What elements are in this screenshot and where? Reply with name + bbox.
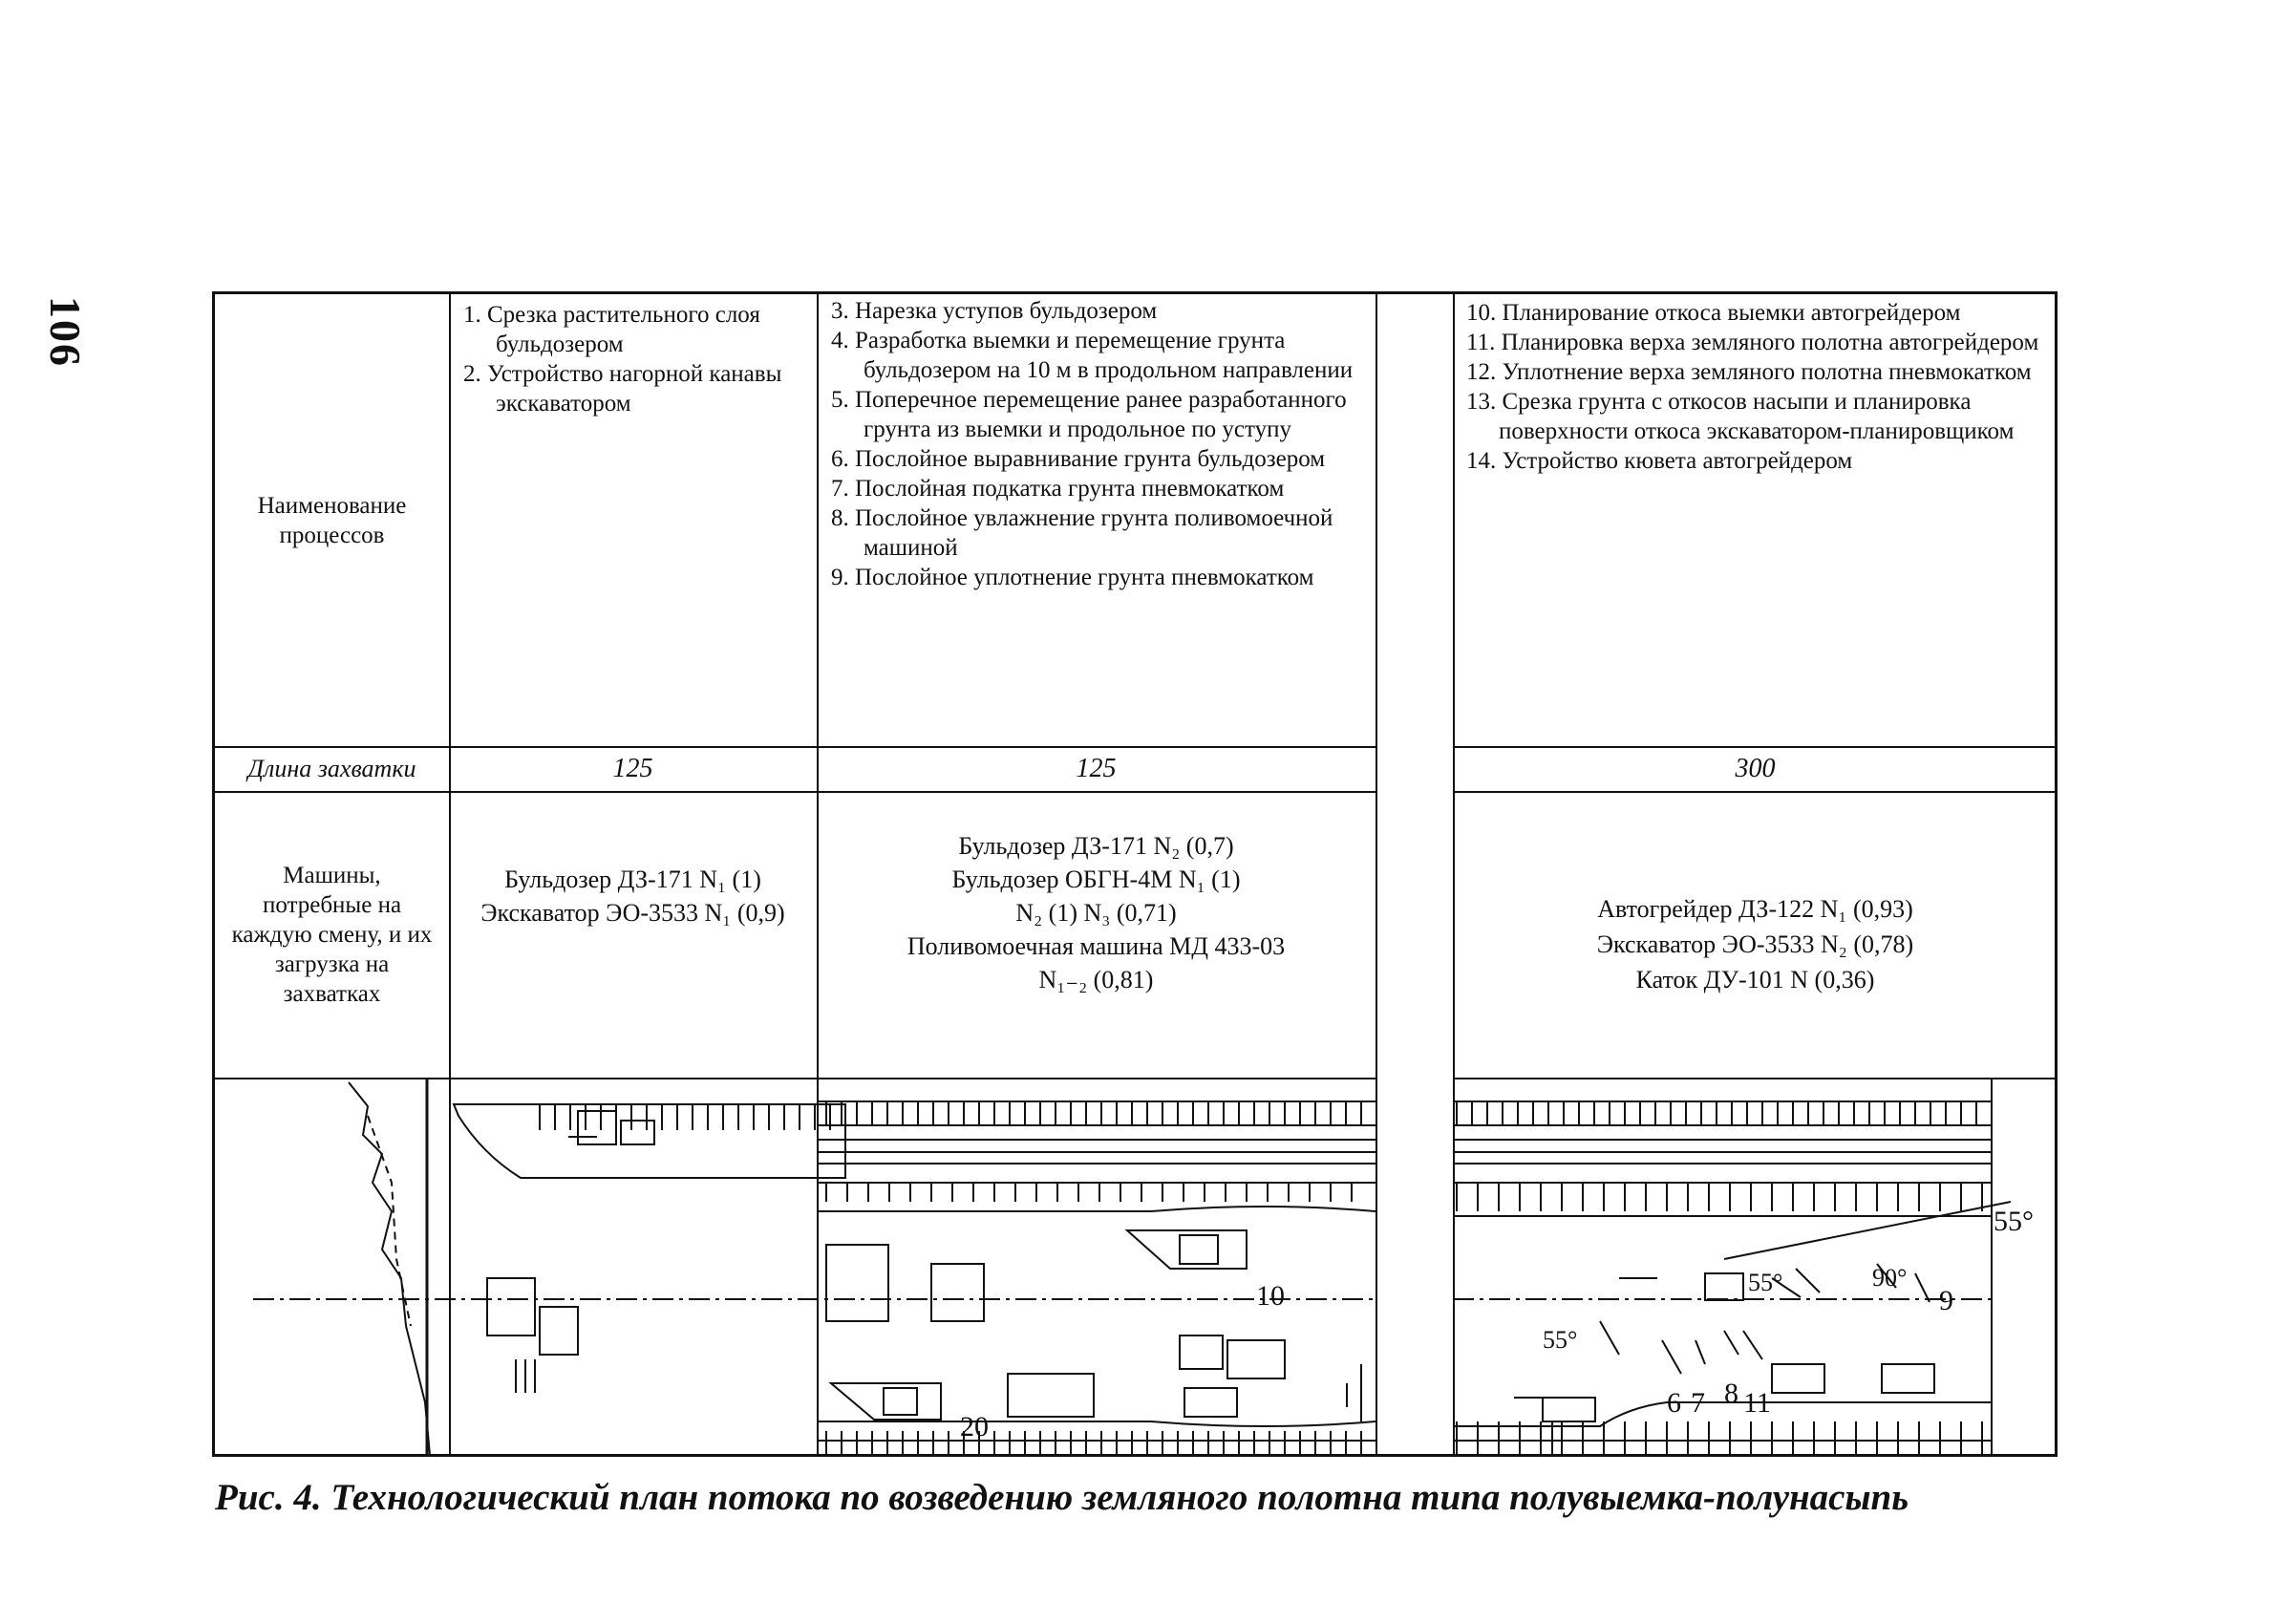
process-item: 6. Послойное выравнивание грунта бульдозером — [831, 446, 1326, 472]
diagram-label: 55° — [1748, 1269, 1783, 1296]
machine-line: Поливомоечная машина МД 433-03 — [906, 932, 1286, 960]
machine-line: Бульдозер ДЗ-171 N₁ (1) — [504, 865, 761, 893]
process-item: 10. Планирование откоса выемки автогрейдером — [1466, 300, 1961, 326]
machine-line: Каток ДУ-101 N (0,36) — [1635, 965, 1875, 994]
diagram-label: 8 — [1724, 1378, 1738, 1409]
flow-plan-diagram — [215, 1078, 2058, 1457]
diagram-label: 55° — [1994, 1206, 2034, 1237]
machine-line: Экскаватор ЭО-3533 N₂ (0,78) — [1596, 930, 1914, 958]
machine-line: N₁₋₂ (0,81) — [1038, 966, 1154, 994]
process-item: 8. Послойное увлажнение грунта поливомоечной машиной — [831, 505, 1333, 561]
row-header-processes: Наименование процессов — [257, 492, 407, 548]
diagram-label: 9 — [1939, 1285, 1953, 1316]
process-item: 1. Срезка растительного слоя бульдозером — [463, 302, 760, 357]
diagram-label: 10 — [1256, 1280, 1285, 1312]
col2-machines — [817, 824, 1376, 1001]
process-item: 7. Послойная подкатка грунта пневмокатком — [831, 476, 1285, 502]
diagram-label: 7 — [1691, 1387, 1705, 1419]
page-number: 106 — [41, 296, 90, 368]
col3-length: 300 — [1735, 754, 1776, 783]
process-item: 9. Послойное уплотнение грунта пневмокатком — [831, 565, 1314, 590]
machine-line: Бульдозер ОБГН-4М N₁ (1) — [951, 865, 1241, 893]
col1-processes — [463, 300, 812, 418]
machine-line: Бульдозер ДЗ-171 N₂ (0,7) — [958, 832, 1234, 860]
process-item: 3. Нарезка уступов бульдозером — [831, 298, 1158, 324]
process-item: 11. Планировка верха земляного полотна автогрейдером — [1466, 330, 2039, 355]
process-item: 14. Устройство кювета автогрейдером — [1466, 448, 1853, 474]
col2-length: 125 — [1076, 754, 1117, 783]
col2-processes — [831, 296, 1371, 592]
figure-caption: Рис. 4. Технологический план потока по возведению земляного полотна типа полувыемка-полунасыпь — [215, 1477, 1909, 1518]
row-header-length: Длина захватки — [247, 755, 416, 782]
flow-plan-table — [212, 291, 2058, 1457]
process-item: 12. Уплотнение верха земляного полотна пневмокатком — [1466, 359, 2032, 385]
col3-processes — [1466, 298, 2054, 476]
diagram-label: 55° — [1543, 1326, 1578, 1354]
machine-line: Автогрейдер ДЗ-122 N₁ (0,93) — [1597, 894, 1913, 923]
col1-length: 125 — [612, 754, 653, 783]
row-header-machines: Машины, потребные на каждую смену, и их загрузка на захватках — [231, 862, 433, 1007]
col1-machines — [449, 791, 817, 1001]
diagram-label: 20 — [960, 1411, 989, 1442]
col3-machines — [1453, 829, 2058, 1058]
diagram-label: 6 — [1667, 1387, 1681, 1419]
process-item: 5. Поперечное перемещение ранее разработанного грунта из выемки и продольное по уступу — [831, 387, 1347, 442]
machine-line: Экскаватор ЭО-3533 N₁ (0,9) — [480, 899, 785, 927]
row-divider — [1453, 791, 2058, 793]
process-item: 2. Устройство нагорной канавы экскаватором — [463, 361, 782, 417]
machine-line: N₂ (1) N₃ (0,71) — [1015, 899, 1177, 927]
diagram-label: 90° — [1872, 1264, 1908, 1292]
process-item: 13. Срезка грунта с откосов насыпи и планировка поверхности откоса экскаватором-планировщиком — [1466, 389, 2015, 444]
process-item: 4. Разработка выемки и перемещение грунта бульдозером на 10 м в продольном направлении — [831, 328, 1354, 383]
diagram-label: 11 — [1743, 1387, 1771, 1419]
